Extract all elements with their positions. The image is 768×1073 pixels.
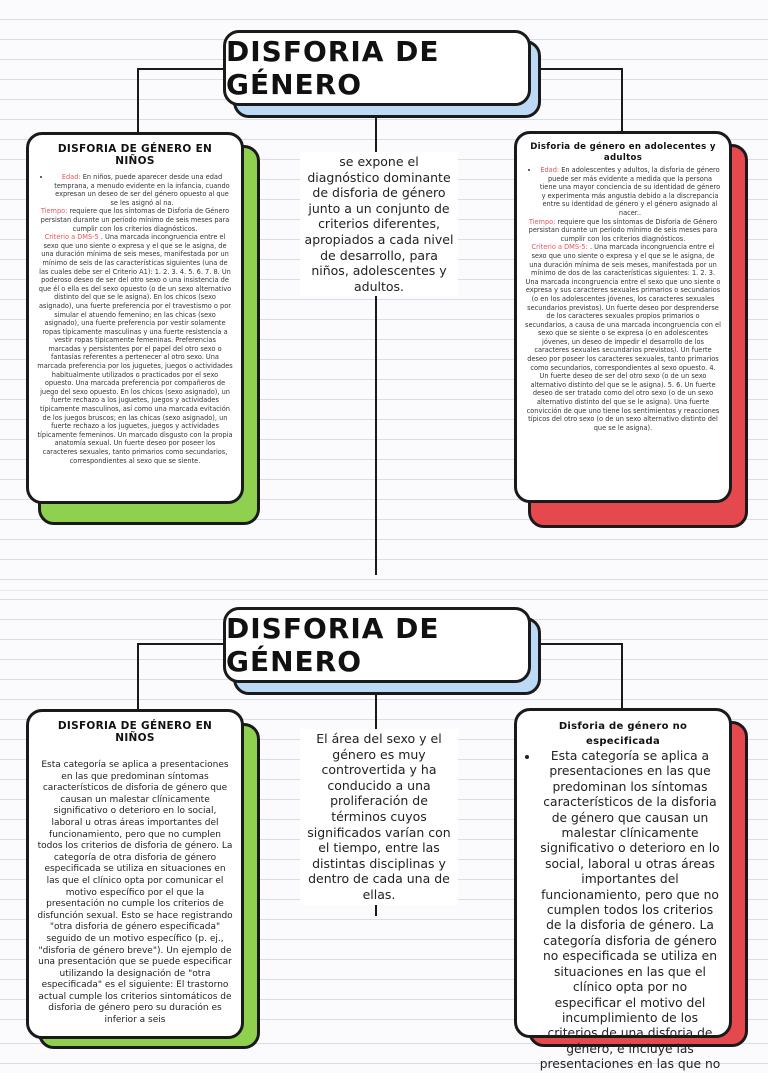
card-body [37, 173, 233, 465]
connector-left-vertical [137, 68, 139, 136]
connector-right-horizontal [528, 643, 623, 645]
tiempo-label: Tiempo: [40, 207, 68, 216]
criterio-text: . Una marcada incongruencia entre el sexo que uno siente o expresa y el que se le asigna, de una duración mínima de seis meses, manifestada por un mínimo de dos de las características siguientes: 1. 2. 3. Una marcada incongruencia entre el sexo que uno siente o expresa y sus caracteres sexuales primarios o secundarios (o en los adolescentes jóvenes, los caracteres sexuales secundarios previstos). Un fuerte deseo por desprenderse de los caracteres sexuales propios primarios o secundarios, a causa de una marcada incongruencia con el sexo que se siente o se expresa (o en adolescentes jóvenes, un deseo de impedir el desarrollo de los caracteres sexuales secundarios previstos). Un fuerte deseo por poseer los caracteres sexuales, tanto primarios como secundarios, correspondientes al sexo opuesto. 4. Un fuerte deseo de ser del otro sexo (o de un sexo alternativo distinto del que se le asigna). 5. 6. Un fuerte deseo de ser tratado como del otro sexo (o de un sexo alternativo distinto del que se le asigna). Una fuerte convicción de que uno tiene los sentimientos y reacciones típicos del otro sexo (o de un sexo alternativo distinto del que se le asigna). [525, 243, 721, 432]
mindmap-page-2 [0, 590, 768, 1072]
tiempo-label: Tiempo: [528, 217, 556, 226]
card-heading: DISFORIA DE GÉNERO EN NIÑOS [57, 143, 213, 167]
edad-label: Edad: [540, 166, 560, 174]
card-body [525, 166, 721, 432]
connector-left-vertical [137, 643, 139, 709]
tiempo-text: requiere que los síntomas de Disforia de Género persistan durante un período mínimo de seis meses para cumplir con los criterios diagnósticos. [528, 217, 718, 243]
card-disforia-no-especificada [514, 708, 732, 1072]
criterio-label: Criterio a DMS-5 [44, 233, 99, 242]
middle-description: El área del sexo y el género es muy controvertida y ha conducido a una proliferación de términos cuyos significados varían con el tiempo, entre las distintas disciplinas y dentro de cada una de ellas. [300, 729, 458, 905]
card-body [525, 749, 721, 1073]
card-disforia-ninos [26, 132, 244, 504]
card-body: Esta categoría se aplica a presentaciones en las que predominan síntomas característicos de disforia de género que causan un malestar clínicamente significativo o deterioro en lo social, laboral u otras áreas importantes del funcionamiento, pero que no cumplen todos los criterios de disforia de género. La categoría de otra disforia de género especificada se utiliza en situaciones en las que el clínico opta por comunicar el motivo específico por el que la presentación no cumple los criterios de disfunción sexual. Esto se hace registrando "otra disforia de género especificada" seguido de un motivo específico (p. ej., "disforia de género breve"). Un ejemplo de una presentación que se puede especificar utilizando la designación de "otra especificada" es el siguiente: El trastorno actual cumple los criterios sintomáticos de disforia de género pero su duración es inferior a seis [37, 760, 233, 1026]
criterio-label: Criterio a DMS-5: [531, 243, 588, 252]
connector-right-horizontal [528, 68, 623, 70]
edad-label: Edad: [61, 173, 81, 181]
page-title: DISFORIA DE GÉNERO [223, 30, 531, 106]
card-body-text: • Esta categoría se aplica a presentaciones en las que predominan los síntomas característicos de la disforia de género que causan un malestar clínicamente significativo o deterioro en lo social, laboral u otras áreas importantes del funcionamiento, pero que no cumplen todos los criterios de la disforia de género. La categoría disforia de género no especificada se utiliza en situaciones en las que el clínico opta por no especificar el motivo del incumplimiento de los criterios de una disforia de género, e incluye las presentaciones en las que no [539, 749, 721, 1073]
connector-left-horizontal [137, 643, 227, 645]
card-disforia-adolescentes [514, 131, 732, 503]
connector-left-horizontal [137, 68, 227, 70]
page-title: DISFORIA DE GÉNERO [223, 607, 531, 683]
middle-description: se expone el diagnóstico dominante de disforia de género junto a un conjunto de criterios diferentes, apropiados a cada nivel de desarrollo, para niños, adolescentes y adultos. [300, 152, 458, 296]
card-heading: Disforia de género en adolecentes y adultos [530, 142, 716, 163]
criterio-text: . Una marcada incongruencia entre el sexo que uno siente o expresa y el que se le asigna, de una duración mínima de seis meses, manifestada por un mínimo de seis de las características siguientes (una de las cuales debe ser el Criterio A1): 1. 2. 3. 4. 5. 6. 7. 8. Un poderoso deseo de ser del otro sexo o una insistencia de que él o ella es del sexo opuesto (o de un sexo alternativo distinto del que se le asigna). En los chicos (sexo asignado), una fuerte preferencia por el travestismo o por simular el atuendo femenino; en las chicas (sexo asignado), una fuerte preferencia por vestir solamente ropas típicamente masculinas y una fuerte resistencia a vestir ropas típicamente femeninas. Preferencias marcadas y persistentes por el papel del otro sexo o fantasías referentes a pertenecer al otro sexo. Una marcada preferencia por los juguetes, juegos o actividades habitualmente utilizados o practicados por el sexo opuesto. Una marcada preferencia por compañeros de juego del sexo opuesto. En los chicos (sexo asignado), un fuerte rechazo a los juguetes, juegos y actividades típicamente masculinos, así como una marcada evitación de los juegos bruscos; en las chicas (sexo asignado), un fuerte rechazo a los juguetes, juegos y actividades típicamente femeninos. Un marcado disgusto con la propia anatomía sexual. Un fuerte deseo por poseer los caracteres sexuales, tanto primarios como secundarios, correspondientes al sexo que se siente. [37, 233, 233, 465]
card-heading: DISFORIA DE GÉNERO EN NIÑOS [57, 720, 213, 744]
edad-text: En niños, puede aparecer desde una edad temprana, a menudo evidente en la infancia, cuando expresan un deseo de ser del género opuesto al que se les asignó al na. [54, 173, 230, 207]
connector-right-vertical [621, 68, 623, 134]
card-disforia-ninos-2 [26, 709, 244, 1039]
edad-text: En adolescentes y adultos, la disforia de género puede ser más evidente a medida que la persona tiene una mayor conciencia de su identidad de género y experimenta más angustia debido a la discrepancia entre su identidad de género y el género asignado al nacer.. [539, 166, 721, 217]
connector-right-vertical [621, 643, 623, 709]
tiempo-text: requiere que los síntomas de Disforia de Género persistan durante un período mínimo de seis meses para cumplir con los criterios diagnósticos. [40, 207, 230, 233]
card-heading: Disforia de género no especificada [558, 721, 688, 747]
